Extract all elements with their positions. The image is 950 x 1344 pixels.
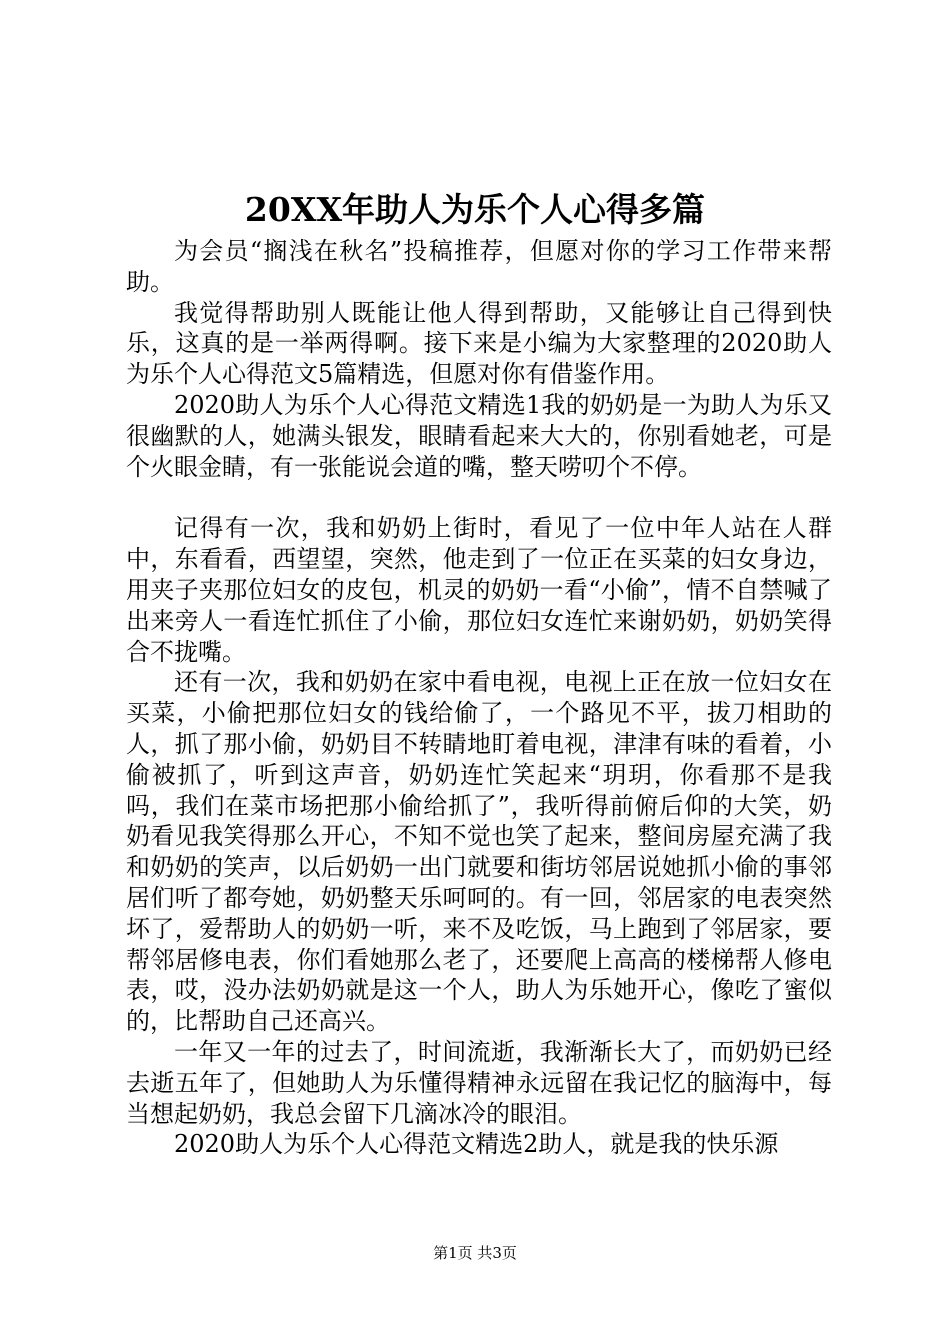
document-body — [126, 236, 832, 1160]
page-number-footer: 第1页 共3页 — [433, 1244, 517, 1262]
paragraph-7: 2020助人为乐个人心得范文精选2助人，就是我的快乐源 — [174, 1130, 779, 1159]
paragraph-1: 为会员“搁浅在秋名”投稿推荐，但愿对你的学习工作带来帮助。 — [126, 237, 832, 296]
document-title: 20XX年助人为乐个人心得多篇 — [244, 190, 706, 229]
paragraph-3: 2020助人为乐个人心得范文精选1我的奶奶是一为助人为乐又很幽默的人，她满头银发，眼睛看起来大大的，你别看她老，可是个火眼金睛，有一张能说会道的嘴，整天唠叨个不停。 — [126, 390, 832, 481]
paragraph-6: 一年又一年的过去了，时间流逝，我渐渐长大了，而奶奶已经去逝五年了，但她助人为乐懂得精神永远留在我记忆的脑海中，每当想起奶奶，我总会留下几滴冰冷的眼泪。 — [126, 1037, 832, 1128]
paragraph-4: 记得有一次，我和奶奶上街时，看见了一位中年人站在人群中，东看看，西望望，突然，他走到了一位正在买菜的妇女身边，用夹子夹那位妇女的皮包，机灵的奶奶一看“小偷”，情不自禁喊了出来旁人一看连忙抓住了小偷，那位妇女连忙来谢奶奶，奶奶笑得合不拢嘴。 — [126, 514, 832, 666]
paragraph-2: 我觉得帮助别人既能让他人得到帮助，又能够让自己得到快乐，这真的是一举两得啊。接下来是小编为大家整理的2020助人为乐个人心得范文5篇精选，但愿对你有借鉴作用。 — [126, 298, 832, 389]
paragraph-5: 还有一次，我和奶奶在家中看电视，电视上正在放一位妇女在买菜，小偷把那位妇女的钱给偷了，一个路见不平，拔刀相助的人，抓了那小偷，奶奶目不转睛地盯着电视，津津有味的看着，小偷被抓了，听到这声音，奶奶连忙笑起来“玥玥，你看那不是我吗，我们在菜市场把那小偷给抓了”，我听得前俯后仰的大笑，奶奶看见我笑得那么开心，不知不觉也笑了起来，整间房屋充满了我和奶奶的笑声，以后奶奶一出门就要和街坊邻居说她抓小偷的事邻居们听了都夸她，奶奶整天乐呵呵的。有一回，邻居家的电表突然坏了，爱帮助人的奶奶一听，来不及吃饭，马上跑到了邻居家，要帮邻居修电表，你们看她那么老了，还要爬上高高的楼梯帮人修电表，哎，没办法奶奶就是这一个人，助人为乐她开心，像吃了蜜似的，比帮助自己还高兴。 — [126, 668, 832, 1036]
